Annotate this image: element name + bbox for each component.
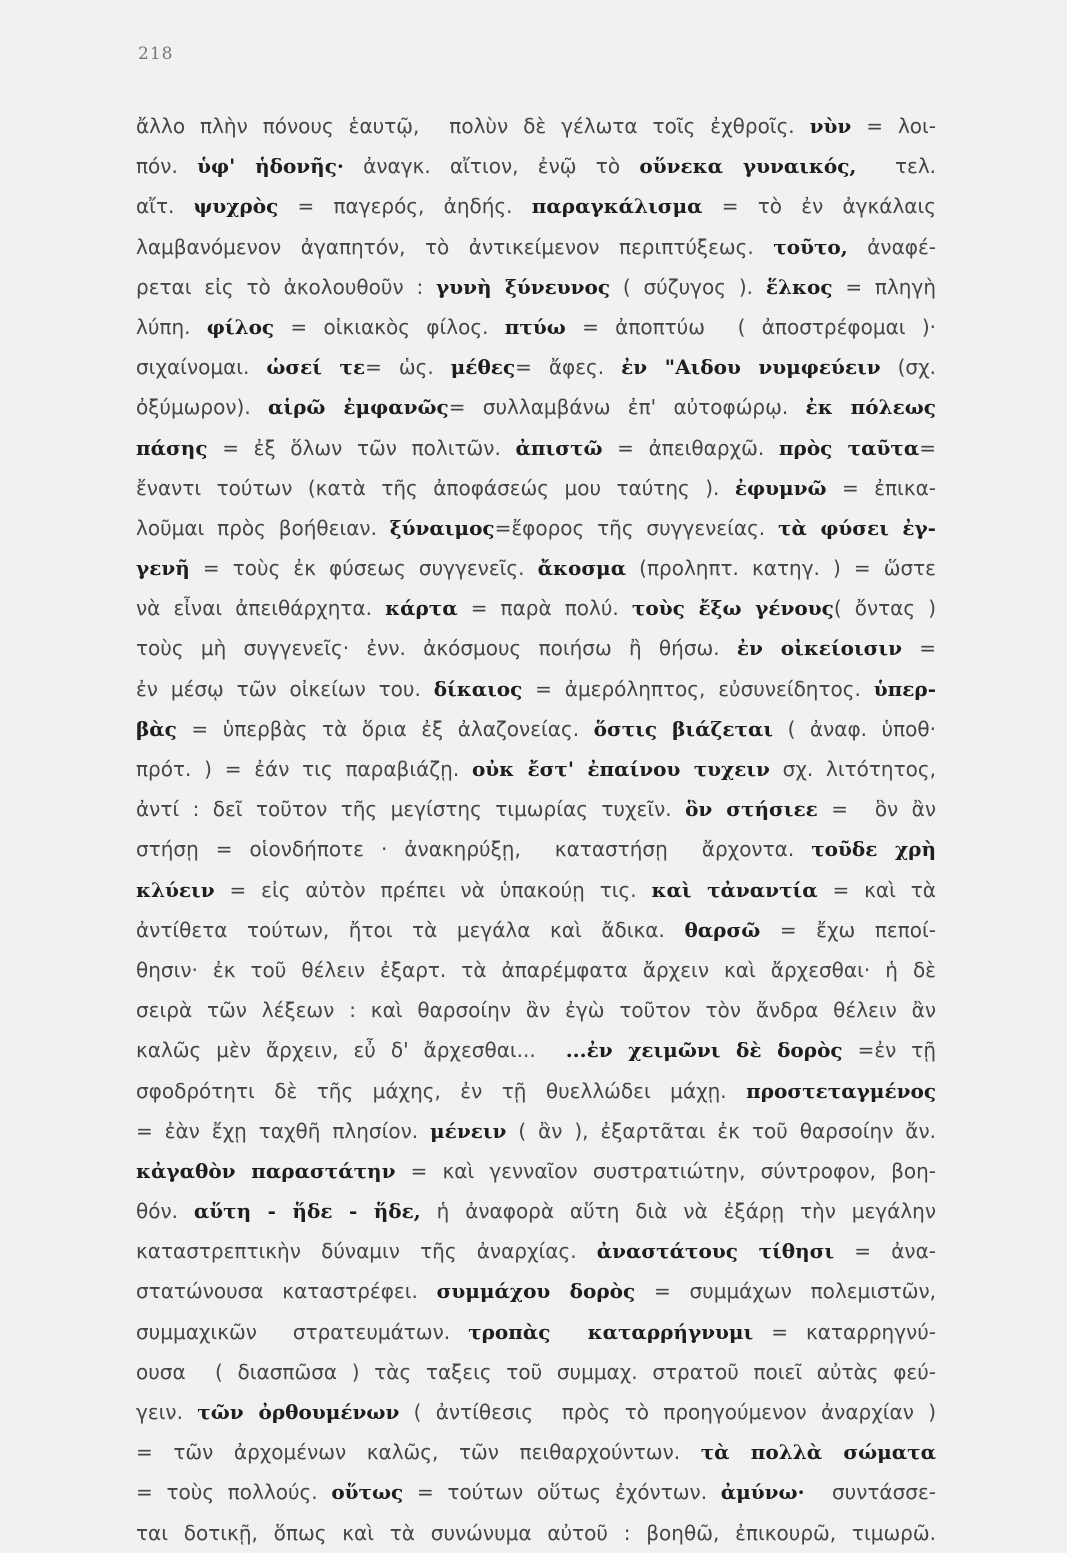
gloss-text: = παγερός, ἀηδής. — [278, 194, 532, 219]
glossary-term: ἄκοσμα — [537, 556, 627, 581]
gloss-text: = καὶ γενναῖον συστρατιώτην, σύντροφον, βοη- — [395, 1158, 936, 1183]
glossary-term: ξύναιμος — [389, 515, 495, 540]
text-line — [136, 1191, 936, 1231]
gloss-text: = ἔχω πεποί- — [760, 917, 936, 942]
gloss-text: =ἐν τῇ — [842, 1038, 937, 1063]
glossary-term: αὕτη - ἥδε - ἥδε, — [193, 1199, 421, 1224]
text-body — [136, 106, 936, 1553]
glossary-term: κάρτα — [385, 596, 458, 621]
glossary-term: τῶν ὀρθουμένων — [197, 1400, 400, 1424]
glossary-term: πάσης — [136, 435, 208, 460]
glossary-term: καὶ τἀναντία — [651, 877, 818, 902]
text-line — [136, 1312, 936, 1352]
gloss-text: = λοι- — [851, 114, 937, 138]
gloss-text: αἴτ. — [136, 194, 194, 219]
glossary-term: γενῆ — [136, 556, 190, 581]
text-line — [136, 1151, 936, 1191]
gloss-text: ( ὄντας ) — [833, 596, 936, 621]
gloss-text: = ἀμερόληπτος, εὐσυνείδητος. — [522, 676, 874, 701]
glossary-term: συμμάχου δορὸς — [436, 1279, 636, 1304]
glossary-term: μένειν — [430, 1118, 507, 1143]
text-line — [136, 870, 936, 910]
glossary-term: ὑφ' ἡδονῆς· — [197, 154, 344, 179]
glossary-term: τροπὰς καταρρήγνυμι — [468, 1319, 754, 1344]
text-line — [136, 548, 936, 588]
gloss-text: = ἄφες. — [515, 355, 622, 380]
text-line — [136, 709, 936, 749]
text-line — [136, 106, 936, 146]
gloss-text: = τοὺς ἐκ φύσεως συγγενεῖς. — [189, 556, 538, 581]
gloss-text: = — [919, 435, 936, 460]
glossary-term: ἕλκος — [765, 274, 833, 299]
text-line — [136, 468, 936, 508]
gloss-text: = εἰς αὐτὸν πρέπει νὰ ὑπακούῃ τις. — [214, 877, 652, 902]
gloss-text: = ἐπικα- — [826, 475, 937, 500]
gloss-text: ἔναντι τούτων (κατὰ τῆς ἀποφάσεώς μου ταύτης ). — [136, 475, 735, 500]
text-line — [136, 910, 936, 950]
text-line — [136, 588, 936, 628]
gloss-text: = ἐξ ὅλων τῶν πολιτῶν. — [207, 435, 516, 460]
page-number: 218 — [138, 44, 174, 64]
glossary-term: οὕτως — [331, 1480, 404, 1505]
gloss-text: = — [901, 636, 936, 661]
glossary-term: τὰ φύσει ἐγ- — [778, 515, 936, 540]
gloss-text: = ἀνα- — [834, 1239, 936, 1264]
gloss-text: ἀντίθετα τούτων, ἤτοι τὰ μεγάλα καὶ ἄδικα. — [136, 917, 685, 942]
gloss-text: = ὡς. — [365, 355, 451, 380]
text-line — [136, 789, 936, 829]
gloss-text: λοῦμαι πρὸς βοήθειαν. — [136, 515, 390, 540]
text-line — [136, 749, 936, 789]
text-line — [136, 1111, 936, 1151]
gloss-text: θόν. — [136, 1199, 194, 1224]
text-line — [136, 1271, 936, 1311]
glossary-term: κἀγαθὸν παραστάτην — [136, 1158, 396, 1183]
glossary-term: ἀναστάτους τίθησι — [596, 1239, 835, 1264]
gloss-text: ἀναγκ. αἴτιον, ἐνῷ τὸ — [343, 154, 640, 179]
glossary-term: ἐν "Αιδου νυμφεύειν — [621, 355, 881, 380]
text-line — [136, 950, 936, 990]
text-line — [136, 307, 936, 347]
gloss-text: = ἀπειθαρχῶ. — [602, 435, 779, 460]
glossary-term: ἀμύνω· — [720, 1480, 805, 1505]
gloss-text: = τῶν ἀρχομένων καλῶς, τῶν πειθαρχούντων. — [136, 1440, 701, 1465]
gloss-text: ἀντί : δεῖ τοῦτον τῆς μεγίστης τιμωρίας τυχεῖν. — [136, 797, 686, 822]
glossary-term: οὕνεκα γυναικός, — [639, 154, 857, 179]
gloss-text: = καταρρηγνύ- — [753, 1319, 937, 1344]
text-line — [136, 1472, 936, 1512]
gloss-text: = παρὰ πολύ. — [457, 596, 632, 621]
glossary-term: ὃν στήσιεε — [685, 797, 818, 822]
gloss-text: θησιν· ἐκ τοῦ θέλειν ἐξαρτ. τὰ ἀπαρέμφατα ἄρχειν καὶ ἄρχεσθαι· ἡ δὲ — [136, 957, 936, 982]
gloss-text: = ὃν ἂν — [817, 797, 937, 822]
text-line — [136, 1231, 936, 1271]
gloss-text: = ἐὰν ἔχῃ ταχθῆ πλησίον. — [136, 1118, 431, 1143]
glossary-term: παραγκάλισμα — [531, 194, 703, 219]
gloss-text: ἄλλο πλὴν πόνους ἑαυτῷ, πολὺν δὲ γέλωτα τοῖς ἐχθροῖς. — [136, 114, 810, 138]
gloss-text: ἀναφέ- — [847, 234, 936, 259]
glossary-term: δίκαιος — [433, 676, 523, 701]
gloss-text: συμμαχικῶν στρατευμάτων. — [136, 1319, 469, 1344]
glossary-term: τοῦτο, — [773, 234, 848, 259]
text-line — [136, 1352, 936, 1392]
gloss-text: = τοὺς πολλούς. — [136, 1480, 332, 1505]
gloss-text: = τούτων οὕτως ἐχόντων. — [403, 1480, 721, 1505]
gloss-text: = πληγὴ — [832, 274, 936, 299]
glossary-term: προστεταγμένος — [746, 1078, 936, 1103]
glossary-term: ὑπερ- — [873, 676, 936, 701]
gloss-text: νὰ εἶναι ἀπειθάρχητα. — [136, 596, 386, 621]
gloss-text: = οἰκιακὸς φίλος. — [274, 314, 505, 339]
gloss-text: συντάσσε- — [804, 1480, 936, 1505]
gloss-text: ὀξύμωρον). — [136, 395, 269, 420]
gloss-text: λύπη. — [136, 314, 207, 339]
gloss-text: τοὺς μὴ συγγενεῖς· ἐνν. ἀκόσμους ποιήσω ἢ θήσω. — [136, 636, 737, 661]
text-line — [136, 990, 936, 1030]
gloss-text: = ἀποπτύω ( ἀποστρέφομαι )· — [565, 314, 936, 339]
gloss-text: τελ. — [856, 154, 937, 179]
gloss-text: στατώνουσα καταστρέφει. — [136, 1279, 437, 1304]
glossary-term: γυνὴ ξύνευνος — [436, 274, 611, 299]
gloss-text: πρότ. ) = ἐάν τις παραβιάζῃ. — [136, 757, 472, 781]
gloss-text: λαμβανόμενον ἀγαπητόν, τὸ ἀντικείμενον περιπτύξεως. — [136, 234, 774, 259]
glossary-term: ψυχρὸς — [193, 194, 279, 219]
text-line — [136, 669, 936, 709]
gloss-text: ρεται εἰς τὸ ἀκολουθοῦν : — [136, 274, 437, 299]
glossary-term: τὰ πολλὰ σώματα — [700, 1440, 937, 1465]
glossary-term: τοὺς ἔξω γένους — [631, 596, 834, 621]
gloss-text: ( ἀναφ. ὑποθ· — [773, 716, 936, 741]
text-line — [136, 1030, 936, 1070]
glossary-term: οὐκ ἔστ' ἐπαίνου τυχειν — [471, 757, 770, 781]
text-line — [136, 1392, 936, 1432]
gloss-text: ( ἂν ), ἐξαρτᾶται ἐκ τοῦ θαρσοίην ἄν. — [506, 1118, 937, 1143]
gloss-text: (σχ. — [880, 355, 936, 380]
text-line — [136, 186, 936, 226]
gloss-text: ( σύζυγος ). — [610, 274, 766, 299]
gloss-text: σειρὰ τῶν λέξεων : καὶ θαρσοίην ἂν ἐγὼ τοῦτον τὸν ἄνδρα θέλειν ἂν — [136, 998, 936, 1023]
gloss-text: = τὸ ἐν ἀγκάλαις — [702, 194, 937, 219]
text-line — [136, 508, 936, 548]
glossary-term: ἐν οἰκείοισιν — [736, 636, 902, 661]
glossary-term: ...ἐν χειμῶνι δὲ δορὸς — [565, 1038, 843, 1063]
text-line — [136, 628, 936, 668]
gloss-text: ( ἀντίθεσις πρὸς τὸ προηγούμενον ἀναρχίαν ) — [399, 1400, 936, 1424]
text-line — [136, 1513, 936, 1553]
gloss-text: σιχαίνομαι. — [136, 355, 267, 380]
gloss-text: = ὑπερβὰς τὰ ὅρια ἐξ ἀλαζονείας. — [176, 716, 594, 741]
glossary-term: ὅστις βιάζεται — [593, 716, 774, 741]
gloss-text: καλῶς μὲν ἄρχειν, εὖ δ' ἄρχεσθαι... — [136, 1038, 566, 1063]
gloss-text: γειν. — [136, 1400, 198, 1424]
gloss-text: = καὶ τὰ — [817, 877, 936, 902]
text-line — [136, 829, 936, 869]
glossary-term: κλύειν — [136, 877, 215, 902]
text-line — [136, 146, 936, 186]
glossary-term: ἐφυμνῶ — [734, 475, 827, 500]
glossary-term: πτύω — [504, 314, 566, 339]
gloss-text: σφοδρότητι δὲ τῆς μάχης, ἐν τῇ θυελλώδει μάχῃ. — [136, 1078, 747, 1103]
text-line — [136, 1432, 936, 1472]
text-line — [136, 387, 936, 427]
gloss-text: ἐν μέσῳ τῶν οἰκείων του. — [136, 676, 434, 701]
gloss-text: =ἔφορος τῆς συγγενείας. — [494, 515, 779, 540]
gloss-text: στήσῃ = οἱονδήποτε · ἀνακηρύξῃ, καταστήσῃ ἄρχοντα. — [136, 837, 812, 862]
glossary-term: ὡσεί τε — [266, 355, 366, 380]
glossary-term: αἱρῶ ἐμφανῶς — [268, 395, 449, 420]
gloss-text: = συμμάχων πολεμιστῶν, — [635, 1279, 937, 1304]
glossary-term: ἀπιστῶ — [515, 435, 603, 460]
text-line — [136, 347, 936, 387]
text-line — [136, 428, 936, 468]
glossary-term: φίλος — [206, 314, 275, 339]
text-line — [136, 267, 936, 307]
gloss-text: = συλλαμβάνω ἐπ' αὐτοφώρῳ. — [448, 395, 806, 420]
gloss-text: (προληπτ. κατηγ. ) = ὥστε — [626, 556, 936, 581]
glossary-term: βὰς — [136, 716, 177, 741]
glossary-term: μέθες — [450, 355, 516, 380]
glossary-term: τοῦδε χρὴ — [811, 837, 936, 862]
glossary-term: νὺν — [809, 114, 852, 138]
gloss-text: καταστρεπτικὴν δύναμιν τῆς ἀναρχίας. — [136, 1239, 597, 1264]
gloss-text: ουσα ( διασπῶσα ) τὰς ταξεις τοῦ συμμαχ. στρατοῦ ποιεῖ αὐτὰς φεύ- — [136, 1359, 936, 1384]
text-line — [136, 1071, 936, 1111]
glossary-term: πρὸς ταῦτα — [778, 435, 920, 460]
gloss-text: σχ. λιτότητος, — [769, 757, 936, 781]
glossary-term: ἐκ πόλεως — [805, 395, 936, 420]
gloss-text: ται δοτικῇ, ὅπως καὶ τὰ συνώνυμα αὐτοῦ : βοηθῶ, ἐπικουρῶ, τιμωρῶ. — [136, 1520, 936, 1545]
text-line — [136, 227, 936, 267]
gloss-text: πόν. — [136, 154, 198, 179]
glossary-term: θαρσῶ — [684, 917, 761, 942]
gloss-text: ἡ ἀναφορὰ αὕτη διὰ νὰ ἐξάρῃ τὴν μεγάλην — [420, 1199, 937, 1224]
